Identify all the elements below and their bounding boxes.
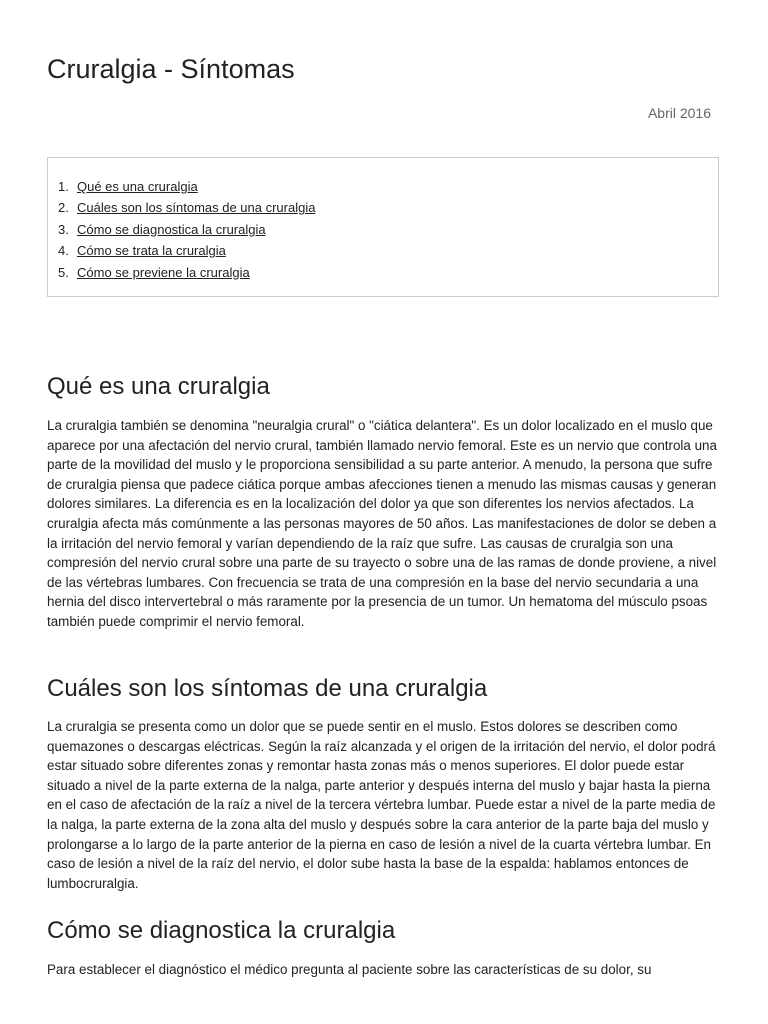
toc-link-que-es[interactable]: Qué es una cruralgia — [77, 179, 198, 194]
toc-item — [58, 240, 315, 261]
toc-item-number: 3. — [58, 221, 69, 237]
toc-item — [58, 262, 315, 283]
section-heading-diagnostico: Cómo se diagnostica la cruralgia — [47, 917, 396, 944]
toc-item — [58, 197, 315, 218]
section-body-diagnostico: Para establecer el diagnóstico el médico pregunta al paciente sobre las características de su dolor, su — [47, 962, 652, 977]
toc-link-sintomas[interactable]: Cuáles son los síntomas de una cruralgia — [77, 200, 316, 216]
table-of-contents — [47, 157, 719, 297]
toc-link-diagnostico[interactable]: Cómo se diagnostica la cruralgia — [77, 221, 266, 237]
toc-item — [58, 219, 315, 240]
publication-date: Abril 2016 — [647, 105, 711, 121]
toc-item-number: 1. — [58, 179, 69, 194]
toc-item — [58, 176, 315, 197]
toc-item-number: 2. — [58, 200, 69, 216]
toc-link-tratamiento[interactable]: Cómo se trata la cruralgia — [77, 243, 226, 259]
page-title: Cruralgia - Síntomas — [47, 54, 295, 84]
toc-link-prevencion[interactable]: Cómo se previene la cruralgia — [77, 264, 250, 280]
toc-item-number: 5. — [58, 264, 69, 280]
section-heading-que-es: Qué es una cruralgia — [47, 373, 270, 400]
section-body-sintomas: La cruralgia se presenta como un dolor que se puede sentir en el muslo. Estos dolores se describen como quemazones o descargas eléctricas. Según la raíz alcanzada y el origen de la irritación del nervio, el dolor podrá estar situado sobre diferentes zonas y remontar hasta zonas más o menos superiores. El dolor puede estar situado a nivel de la parte externa de la nalga, parte anterior y después interna del muslo y bajar hasta la pierna en el caso de afectación de la raíz a nivel de la tercera vértebra lumbar. Puede estar a nivel de la parte media de la nalga, la parte externa de la zona alta del muslo y después sobre la cara anterior de la parte baja del muslo y prolongarse a lo largo de la parte anterior de la pierna en caso de lesión a nivel de la cuarta vértebra lumbar. En caso de lesión a nivel de la raíz del nervio, el dolor sube hasta la base de la espalda: hablamos entonces de lumbocruralgia. — [47, 719, 716, 891]
toc-item-number: 4. — [58, 243, 69, 259]
section-body-que-es: La cruralgia también se denomina "neuralgia crural" o "ciática delantera". Es un dolor localizado en el muslo que aparece por una afectación del nervio crural, también llamado nervio femoral. Este es un nervio que controla una parte de la movilidad del muslo y le proporciona sensibilidad a su parte anterior. A menudo, la persona que sufre de cruralgia piensa que padece ciática porque ambas afecciones tienen a menudo las mismas causas y generan dolores similares. La diferencia es en la localización del dolor ya que son diferentes los nervios afectados. La cruralgia afecta más comúnmente a las personas mayores de 50 años. Las manifestaciones de dolor se deben a la irritación del nervio femoral y varían dependiendo de la raíz que sufre. Las causas de cruralgia son una compresión del nervio crural sobre una parte de su trayecto o sobre una de las ramas de donde proviene, a nivel de las vértebras lumbares. Con frecuencia se trata de una compresión en la base del nervio secundaria a una hernia del disco intervertebral o más raramente por la presencia de un tumor. Un hematoma del músculo psoas también puede comprimir el nervio femoral. — [47, 418, 717, 629]
toc-list — [58, 176, 315, 283]
section-heading-sintomas: Cuáles son los síntomas de una cruralgia — [47, 675, 488, 702]
